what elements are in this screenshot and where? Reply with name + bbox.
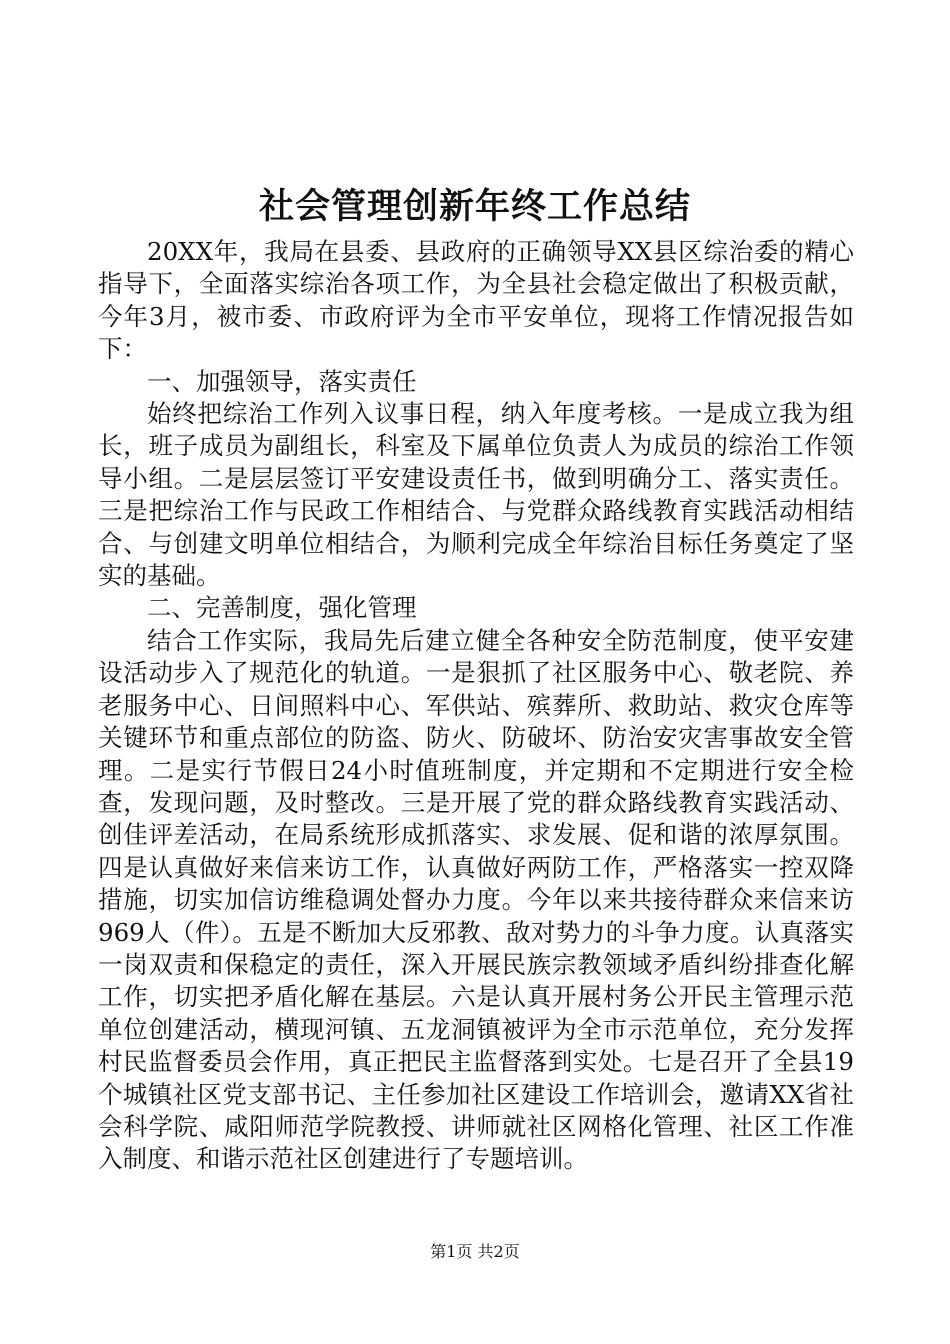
- document-body: [98, 236, 854, 1176]
- section-heading-2: 二、完善制度，强化管理: [147, 593, 417, 623]
- paragraph-section-2: 结合工作实际，我局先后建立健全各种安全防范制度，使平安建设活动步入了规范化的轨道。一是狠抓了社区服务中心、敬老院、养老服务中心、日间照料中心、军供站、殡葬所、救助站、救灾仓库等关键环节和重点部位的防盗、防火、防破坏、防治安灾害事故安全管理。二是实行节假日24小时值班制度，并定期和不定期进行安全检查，发现问题，及时整改。三是开展了党的群众路线教育实践活动、创佳评差活动，在局系统形成抓落实、求发展、促和谐的浓厚氛围。四是认真做好来信来访工作，认真做好两防工作，严格落实一控双降措施，切实加信访维稳调处督办力度。今年以来共接待群众来信来访969人（件）。五是不断加大反邪教、敌对势力的斗争力度。认真落实一岗双责和保稳定的责任，深入开展民族宗教领域矛盾纠纷排查化解工作，切实把矛盾化解在基层。六是认真开展村务公开民主管理示范单位创建活动，横现河镇、五龙洞镇被评为全市示范单位，充分发挥村民监督委员会作用，真正把民主监督落到实处。七是召开了全县19个城镇社区党支部书记、主任参加社区建设工作培训会，邀请XX省社会科学院、咸阳师范学院教授、讲师就社区网格化管理、社区工作准入制度、和谐示范社区创建进行了专题培训。: [98, 625, 854, 1174]
- paragraph-section-1: 始终把综治工作列入议事日程，纳入年度考核。一是成立我为组长，班子成员为副组长，科室及下属单位负责人为成员的综治工作领导小组。二是层层签订平安建设责任书，做到明确分工、落实责任。三是把综治工作与民政工作相结合、与党群众路线教育实践活动相结合、与创建文明单位相结合，为顺利完成全年综治目标任务奠定了坚实的基础。: [98, 399, 854, 591]
- paragraph-intro: 20XX年，我局在县委、县政府的正确领导XX县区综治委的精心指导下，全面落实综治各项工作，为全县社会稳定做出了积极贡献，今年3月，被市委、市政府评为全市平安单位，现将工作情况报告如下：: [98, 237, 854, 364]
- section-heading-1: 一、加强领导，落实责任: [147, 366, 417, 396]
- document-title: 社会管理创新年终工作总结: [258, 186, 691, 227]
- page-number-footer: 第1页 共2页: [430, 1242, 520, 1261]
